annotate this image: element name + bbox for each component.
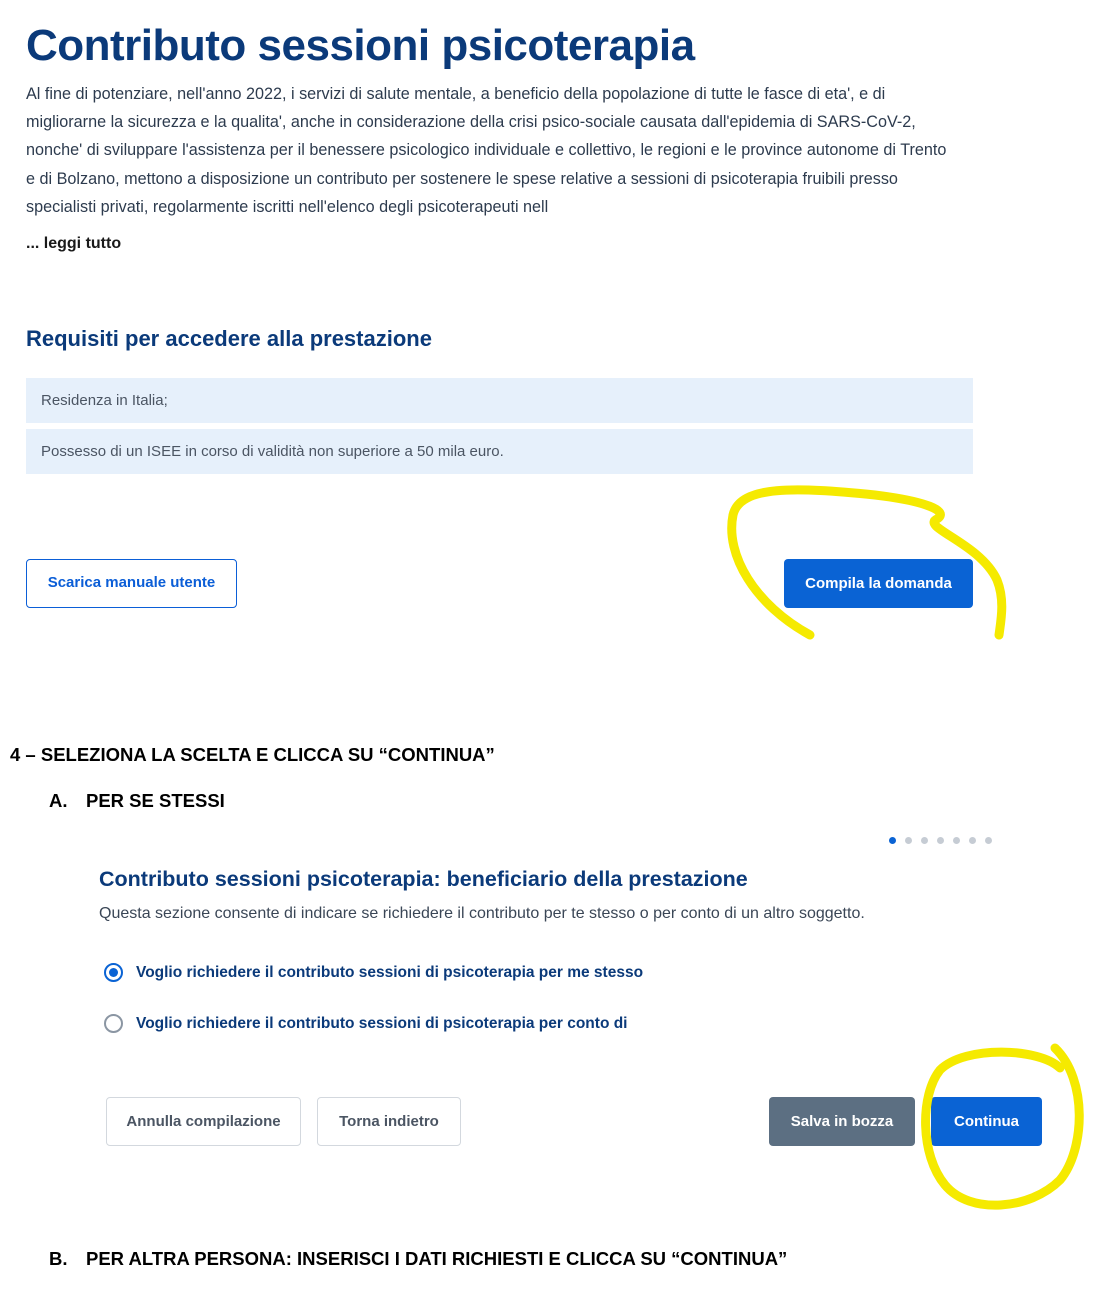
wizard-title: Contributo sessioni psicoterapia: beneficiario della prestazione — [99, 867, 748, 891]
step-b-label: PER ALTRA PERSONA: INSERISCI I DATI RICHIESTI E CLICCA SU “CONTINUA” — [86, 1248, 788, 1269]
requirements-title: Requisiti per accedere alla prestazione — [26, 326, 432, 351]
step-a-letter: A. — [49, 790, 68, 811]
progress-dot — [905, 837, 912, 844]
apply-button[interactable]: Compila la domanda — [784, 559, 973, 608]
progress-dot-active — [889, 837, 896, 844]
step-4-heading: 4 – SELEZIONA LA SCELTA E CLICCA SU “CONTINUA” — [10, 744, 495, 765]
progress-dot — [953, 837, 960, 844]
save-draft-button[interactable]: Salva in bozza — [769, 1097, 915, 1146]
radio-button[interactable] — [104, 1014, 123, 1033]
progress-dot — [969, 837, 976, 844]
radio-label-other: Voglio richiedere il contributo sessioni di psicoterapia per conto di — [136, 1015, 628, 1032]
progress-dot — [921, 837, 928, 844]
download-manual-button[interactable]: Scarica manuale utente — [26, 559, 237, 608]
continue-button[interactable]: Continua — [931, 1097, 1042, 1146]
step-b-letter: B. — [49, 1248, 68, 1269]
read-more-link[interactable]: ... leggi tutto — [26, 235, 122, 252]
back-button[interactable]: Torna indietro — [317, 1097, 461, 1146]
step-progress-dots — [889, 831, 1001, 841]
progress-dot — [937, 837, 944, 844]
intro-text: Al fine di potenziare, nell'anno 2022, i servizi di salute mentale, a beneficio della popolazione di tutte le fasce di eta', e di migliorarne la sicurezza e la qualita', anche in considerazione della crisi psico-sociale causata dall'epidemia di SARS-CoV-2, nonche' di sviluppare l'assistenza per il benessere psicologico individuale e collettivo, le regioni e le province autonome di Trento e di Bolzano, mettono a disposizione un contributo per sostenere le spese relative a sessioni di psicoterapia fruibili presso specialisti privati, regolarmente iscritti nell'elenco degli psicoterapeuti nell — [26, 85, 947, 216]
requirement-item: Residenza in Italia; — [26, 378, 973, 423]
step-a-label: PER SE STESSI — [86, 790, 225, 811]
cancel-button[interactable]: Annulla compilazione — [106, 1097, 301, 1146]
wizard-description: Questa sezione consente di indicare se richiedere il contributo per te stesso o per conto di un altro soggetto. — [99, 905, 865, 922]
radio-button-selected[interactable] — [104, 963, 123, 982]
radio-label-self: Voglio richiedere il contributo sessioni di psicoterapia per me stesso — [136, 964, 644, 981]
progress-dot — [985, 837, 992, 844]
requirement-item: Possesso di un ISEE in corso di validità non superiore a 50 mila euro. — [26, 429, 973, 474]
step-a-heading — [49, 790, 225, 812]
page-title: Contributo sessioni psicoterapia — [26, 21, 695, 70]
step-b-heading — [49, 1248, 787, 1270]
